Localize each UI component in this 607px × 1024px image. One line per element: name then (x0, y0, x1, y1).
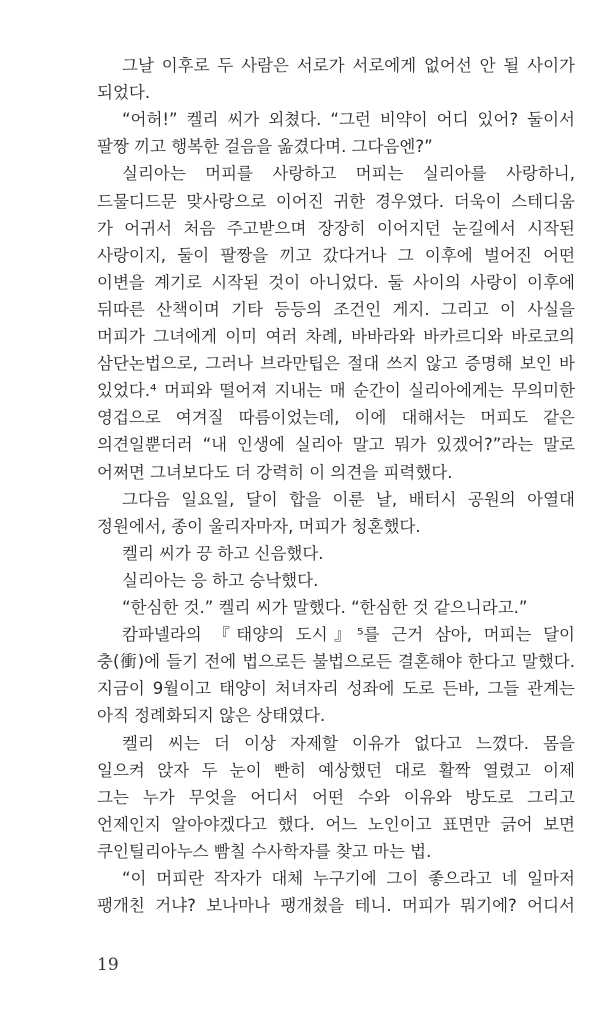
text-line: 사랑이지, 둘이 팔짱을 끼고 갔다거나 그 이후에 벌어진 어떤 (97, 245, 575, 265)
text-line: 머피가 그녀에게 이미 여러 차례, 바바라와 바카르디와 바로코의 (97, 327, 575, 346)
text-line: 그다음 일요일, 달이 합을 이룬 날, 배터시 공원의 아열대 (122, 489, 575, 509)
text-line: “어허!” 켈리 씨가 외쳤다. “그런 비약이 어디 있어? 둘이서 (122, 110, 575, 130)
text-line: 팔짱 끼고 행복한 걸음을 옮겼다며. 그다음엔?” (97, 137, 433, 157)
text-line: 일으켜 앉자 두 눈이 빤히 예상했던 대로 활짝 열렸고 이제 (97, 760, 575, 780)
text-line: 영겁으로 여겨질 따름이었는데, 이에 대해서는 머피도 같은 (97, 408, 575, 428)
text-line: 삼단논법으로, 그러나 브라만팁은 절대 쓰지 않고 증명해 보인 바 (97, 354, 575, 374)
text-line: 켈리 씨가 끙 하고 신음했다. (122, 543, 324, 563)
text-line: 언제인지 알아야겠다고 했다. 어느 노인이고 표면만 긁어 보면 (97, 814, 575, 834)
text-line: 충(衝)에 들기 전에 법으로든 불법으로든 결혼해야 한다고 말했다. (97, 652, 575, 672)
text-line: 팽개친 거냐? 보나마나 팽개쳤을 테니. 머피가 뭐기에? 어디서 (97, 896, 575, 916)
text-line: 어쩌면 그녀보다도 더 강력히 이 의견을 피력했다. (97, 462, 453, 482)
text-line: 실리아는 응 하고 승낙했다. (122, 570, 319, 590)
text-line: 아직 정례화되지 않은 상태였다. (97, 706, 326, 726)
text-line: 실리아는 머피를 사랑하고 머피는 실리아를 사랑하니, (122, 164, 575, 184)
text-line: 켈리 씨는 더 이상 자제할 이유가 없다고 느꼈다. 몸을 (122, 733, 575, 753)
text-line: “이 머피란 작자가 대체 누구기에 그이 좋으라고 네 일마저 (122, 869, 575, 888)
text-line: 그는 누가 무엇을 어디서 어떤 수와 이유와 방도로 그리고 (97, 787, 575, 807)
text-line: 있었다.⁴ 머피와 떨어져 지내는 매 순간이 실리아에게는 무의미한 (97, 381, 575, 401)
text-line: 드물디드문 맞사랑으로 이어진 귀한 경우였다. 더욱이 스테디움 (97, 191, 575, 211)
text-line: “한심한 것.” 켈리 씨가 말했다. “한심한 것 같으니라고.” (122, 598, 528, 617)
text-line: 이변을 계기로 시작된 것이 아니었다. 둘 사이의 사랑이 이후에 (97, 272, 575, 292)
text-line: 가 어귀서 처음 주고받으며 장장히 이어지던 눈길에서 시작된 (97, 218, 575, 238)
text-line: 쿠인틸리아누스 빰칠 수사학자를 찾고 마는 법. (97, 841, 432, 861)
page-number: 19 (97, 955, 119, 975)
text-line: 지금이 9월이고 태양이 처녀자리 성좌에 도로 든바, 그들 관계는 (97, 679, 575, 699)
text-line: 뒤따른 산책이며 기타 등등의 조건인 게지. 그리고 이 사실을 (97, 299, 575, 319)
text-line: 캄파넬라의 『태양의 도시』⁵를 근거 삼아, 머피는 달이 (122, 625, 575, 645)
text-line: 의견일뿐더러 “내 인생에 실리아 말고 뭐가 있겠어?”라는 말로 (97, 435, 575, 455)
text-line: 그날 이후로 두 사람은 서로가 서로에게 없어선 안 될 사이가 (122, 56, 575, 75)
text-line: 정원에서, 종이 울리자마자, 머피가 청혼했다. (97, 516, 421, 536)
text-line: 되었다. (97, 83, 151, 103)
